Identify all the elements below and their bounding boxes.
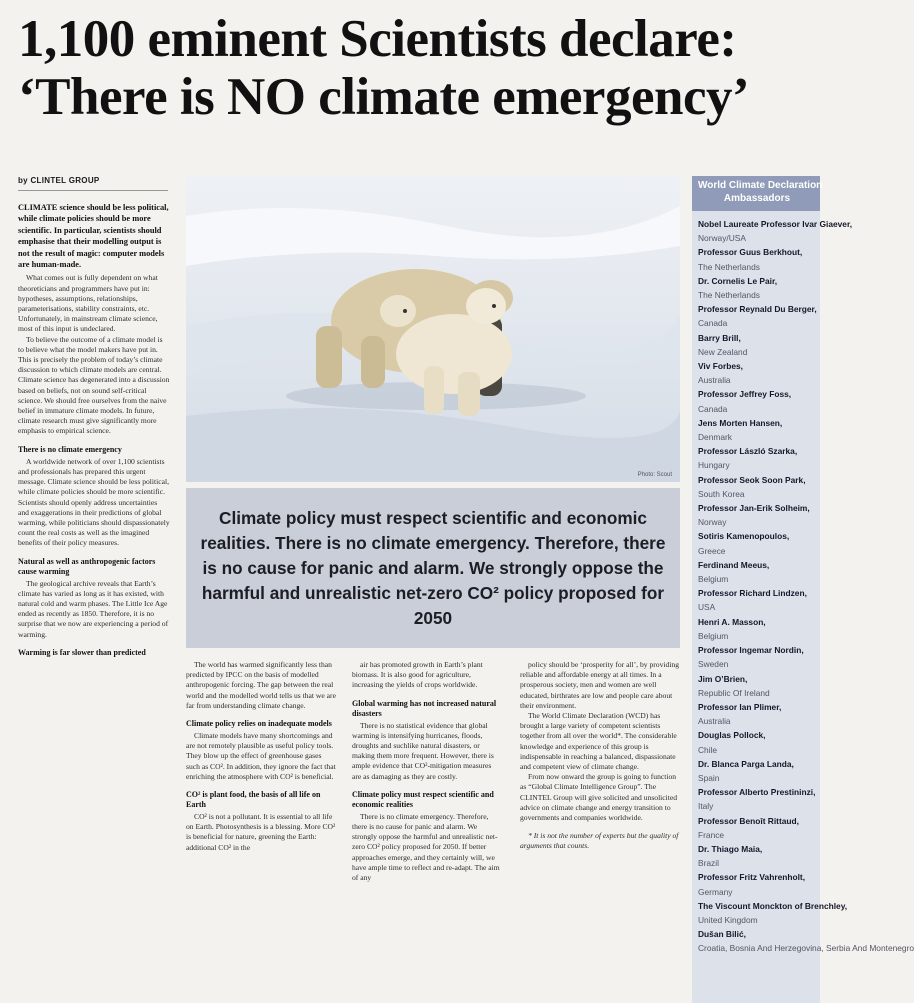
ambassador-country: Croatia, Bosnia And Herzegovina, Serbia And Montenegro xyxy=(698,943,914,954)
section-heading: There is no climate emergency xyxy=(18,444,122,454)
ambassador-name: Professor Richard Lindzen, xyxy=(698,588,807,599)
ambassador-name: Professor Fritz Vahrenholt, xyxy=(698,872,806,883)
ambassador-country: Hungary xyxy=(698,460,730,471)
ambassador-entry xyxy=(698,814,820,842)
ambassador-name: Professor Reynald Du Berger, xyxy=(698,304,817,315)
ambassadors-sidebar xyxy=(692,176,914,1003)
headline-line-1: 1,100 eminent Scientists declare: xyxy=(18,10,737,68)
pull-quote-box xyxy=(186,488,680,648)
ambassador-country: Sweden xyxy=(698,659,729,670)
ambassador-country: Brazil xyxy=(698,858,719,869)
ambassador-entry xyxy=(698,558,820,586)
ambassador-name: Professor Guus Berkhout, xyxy=(698,247,803,258)
ambassador-name: Dušan Bilić, xyxy=(698,929,746,940)
headline xyxy=(18,10,838,126)
ambassador-country: Belgium xyxy=(698,574,729,585)
ambassador-entry xyxy=(698,700,820,728)
ambassador-entry xyxy=(698,586,820,614)
body-paragraph: The geological archive reveals that Earth’s climate has varied as long as it has existed, with natural cold and warm phases. The Little Ice Age ended as recently as 1850. Therefore, it is no surprise that we now are experiencing a period of warming. xyxy=(18,578,169,639)
ambassador-entry xyxy=(698,331,820,359)
ambassador-country: New Zealand xyxy=(698,346,748,357)
body-paragraph: Climate models have many shortcomings and are not remotely plausible as useful policy tools. They blow up the effect of greenhouse gases such as CO². In addition, they ignore the fact that enriching the atmosphere with CO² is beneficial. xyxy=(186,731,336,781)
body-paragraph: To believe the outcome of a climate model is to believe what the model makers have put in. This is precisely the problem of today’s climate discussion to which climate models are central. Climate science has degenerated into a discussion based on beliefs, not on sound self-critical science. We should free ourselves from the naive belief in immature climate models. In future, climate research must give significantly more emphasis to empirical science. xyxy=(18,334,170,436)
ambassador-entry xyxy=(698,274,820,302)
body-paragraph: air has promoted growth in Earth’s plant biomass. It is also good for agriculture, increasing the yields of crops worldwide. xyxy=(352,660,483,690)
ambassador-country: The Netherlands xyxy=(698,290,760,301)
section-heading: Warming is far slower than predicted xyxy=(18,647,146,657)
section-heading: Natural as well as anthropogenic factors cause warming xyxy=(18,556,156,576)
ambassador-entry xyxy=(698,473,820,501)
ambassador-country: The Netherlands xyxy=(698,261,760,272)
ambassador-country: Norway/USA xyxy=(698,233,746,244)
ambassador-name: Sotiris Kamenopoulos, xyxy=(698,531,790,542)
ambassador-name: Viv Forbes, xyxy=(698,361,743,372)
ambassador-name: Nobel Laureate Professor Ivar Giaever, xyxy=(698,219,853,229)
photo-credit: Photo: Scout xyxy=(637,472,672,478)
ambassador-name: Professor Ingemar Nordin, xyxy=(698,645,804,656)
ambassador-country: Belgium xyxy=(698,630,729,641)
ambassador-country: Canada xyxy=(698,318,728,329)
ambassador-entry xyxy=(698,899,848,927)
ambassador-name: Jim O’Brien, xyxy=(698,673,748,684)
sidebar-title-line-1: World Climate Declaration xyxy=(698,180,823,191)
ambassador-name: Professor Seok Soon Park, xyxy=(698,474,806,485)
ambassador-name: Dr. Thiago Maia, xyxy=(698,843,763,854)
ambassador-entry xyxy=(698,728,820,756)
ambassador-country: Canada xyxy=(698,403,728,414)
ambassador-name: Professor Jan-Erik Solheim, xyxy=(698,503,810,514)
ambassador-entry xyxy=(698,217,853,245)
polar-bear-image xyxy=(186,176,680,482)
byline-rule xyxy=(18,190,168,191)
ambassador-name: Professor Ian Plimer, xyxy=(698,701,782,712)
body-paragraph: The World Climate Declaration (WCD) has brought a large variety of competent scientists together from all over the world*. The considerable knowledge and experience of this group is indispensable in reaching a balanced, dispassionate and competent view of climate change. xyxy=(520,711,677,772)
ambassador-name: The Viscount Monckton of Brenchley, xyxy=(698,900,848,911)
ambassador-entry xyxy=(698,757,820,785)
ambassador-entry xyxy=(698,444,820,472)
body-paragraph: What comes out is fully dependent on what theoreticians and programmers have put in: hypotheses, assumptions, relationships, parameterisations, stability constraints, etc. Unfortunately, in mainstream climate science, most of this input is undeclared. xyxy=(18,273,158,334)
ambassador-country: South Korea xyxy=(698,488,745,499)
body-paragraph: The world has warmed significantly less than predicted by IPCC on the basis of modelled anthropogenic forcing. The gap between the real world and the modelled world tells us that we are far from understanding climate change. xyxy=(186,660,336,710)
body-paragraph: CO² is not a pollutant. It is essential to all life on Earth. Photosynthesis is a blessing. More CO² is beneficial for nature, greening the Earth: additional CO² in the xyxy=(186,812,336,852)
ambassador-name: Professor Jeffrey Foss, xyxy=(698,389,792,400)
ambassador-name: Dr. Cornelis Le Pair, xyxy=(698,275,778,286)
ambassador-entry xyxy=(698,387,820,415)
body-paragraph: There is no statistical evidence that global warming is intensifying hurricanes, floods, droughts and suchlike natural disasters, or making them more frequent. However, there is ample evidence that CO²-mitigation measures are as damaging as they are costly. xyxy=(352,720,494,781)
ambassador-country: Republic Of Ireland xyxy=(698,687,770,698)
ambassador-name: Barry Brill, xyxy=(698,332,741,343)
ambassador-name: Ferdinand Meeus, xyxy=(698,559,770,570)
ambassador-country: Australia xyxy=(698,716,731,727)
ambassador-entry xyxy=(698,302,820,330)
article-column-4 xyxy=(520,660,680,1003)
ambassador-name: Henri A. Masson, xyxy=(698,616,766,627)
ambassador-country: Norway xyxy=(698,517,727,528)
sidebar-title-line-2: Ambassadors xyxy=(723,193,791,204)
ambassador-entry xyxy=(698,416,820,444)
byline-text: by CLINTEL GROUP xyxy=(18,176,100,185)
ambassador-entry xyxy=(698,785,820,813)
ambassador-country: Chile xyxy=(698,744,718,755)
ambassador-country: Italy xyxy=(698,801,714,812)
ambassador-name: Dr. Blanca Parga Landa, xyxy=(698,758,794,769)
body-paragraph: A worldwide network of over 1,100 scientists and professionals has prepared this urgent message. Climate science should be less political, while climate policies should be more scientific. Scientists should openly address uncertainties and exaggerations in their predictions of global warming, while politicians should dispassionately count the real costs as well as the imagined benefits of their policy measures. xyxy=(18,456,170,548)
ambassador-country: Greece xyxy=(698,545,726,556)
article-column-3 xyxy=(352,660,502,1003)
section-heading: Climate policy relies on inadequate models xyxy=(186,719,332,729)
sidebar-title xyxy=(692,176,823,211)
ambassador-country: France xyxy=(698,829,725,840)
section-heading: CO² is plant food, the basis of all life on Earth xyxy=(186,790,321,810)
ambassador-country: Spain xyxy=(698,772,720,783)
pull-quote-text: Climate policy must respect scientific and economic realities. There is no climate emergency. Therefore, there is no cause for panic and alarm. We strongly oppose the harmful and unrealistic net-zero CO² policy proposed for 2050 xyxy=(200,507,666,628)
ambassador-name: Douglas Pollock, xyxy=(698,730,766,741)
article-column-2 xyxy=(186,660,336,1003)
ambassador-entry xyxy=(698,927,914,955)
ambassador-entry xyxy=(698,615,820,643)
ambassador-country: Australia xyxy=(698,375,731,386)
byline xyxy=(18,176,168,191)
footnote: * It is not the number of experts but the quality of arguments that counts. xyxy=(520,831,679,851)
section-heading: Climate policy must respect scientific and economic realities xyxy=(352,789,494,809)
ambassador-entry xyxy=(698,643,820,671)
ambassador-entry xyxy=(698,842,820,870)
ambassador-name: Professor Alberto Prestininzi, xyxy=(698,787,816,798)
ambassador-country: United Kingdom xyxy=(698,914,758,925)
ambassador-entry xyxy=(698,501,820,529)
ambassador-list xyxy=(692,211,914,956)
ambassador-entry xyxy=(698,870,820,898)
ambassador-country: Denmark xyxy=(698,432,732,443)
ambassador-name: Professor László Szarka, xyxy=(698,446,798,457)
ambassador-country: Germany xyxy=(698,886,733,897)
lead-paragraph: CLIMATE science should be less political, while climate policies should be more scientific. In particular, scientists should emphasise that their modelling output is not the result of magic: computer models are human-made. xyxy=(18,203,169,270)
ambassador-entry xyxy=(698,245,820,273)
section-heading: Global warming has not increased natural disasters xyxy=(352,698,497,718)
ambassador-entry xyxy=(698,529,820,557)
article-column-1 xyxy=(18,202,170,1002)
body-paragraph: policy should be ‘prosperity for all’, by providing reliable and affordable energy at all times. In a prosperous society, men and women are well educated, birthrates are low and people care about their environment. xyxy=(520,660,680,710)
ambassador-name: Professor Benoît Rittaud, xyxy=(698,815,799,826)
ambassador-name: Jens Morten Hansen, xyxy=(698,417,783,428)
ambassador-entry xyxy=(698,672,820,700)
body-paragraph: From now onward the group is going to function as “Global Climate Intelligence Group”. The CLINTEL Group will give solicited and unsolicited advice on climate change and energy transition to governments and companies worldwide. xyxy=(520,772,678,823)
polar-bear-photo xyxy=(186,176,680,482)
headline-line-2: ‘There is NO climate emergency’ xyxy=(18,68,750,126)
ambassador-entry xyxy=(698,359,820,387)
ambassador-country: USA xyxy=(698,602,716,613)
body-paragraph: There is no climate emergency. Therefore, there is no cause for panic and alarm. We strongly oppose the harmful and unrealistic net-zero CO² policy proposed for 2050. If better approaches emerge, and they certainly will, we have ample time to reflect and re-adapt. The aim of any xyxy=(352,811,500,883)
